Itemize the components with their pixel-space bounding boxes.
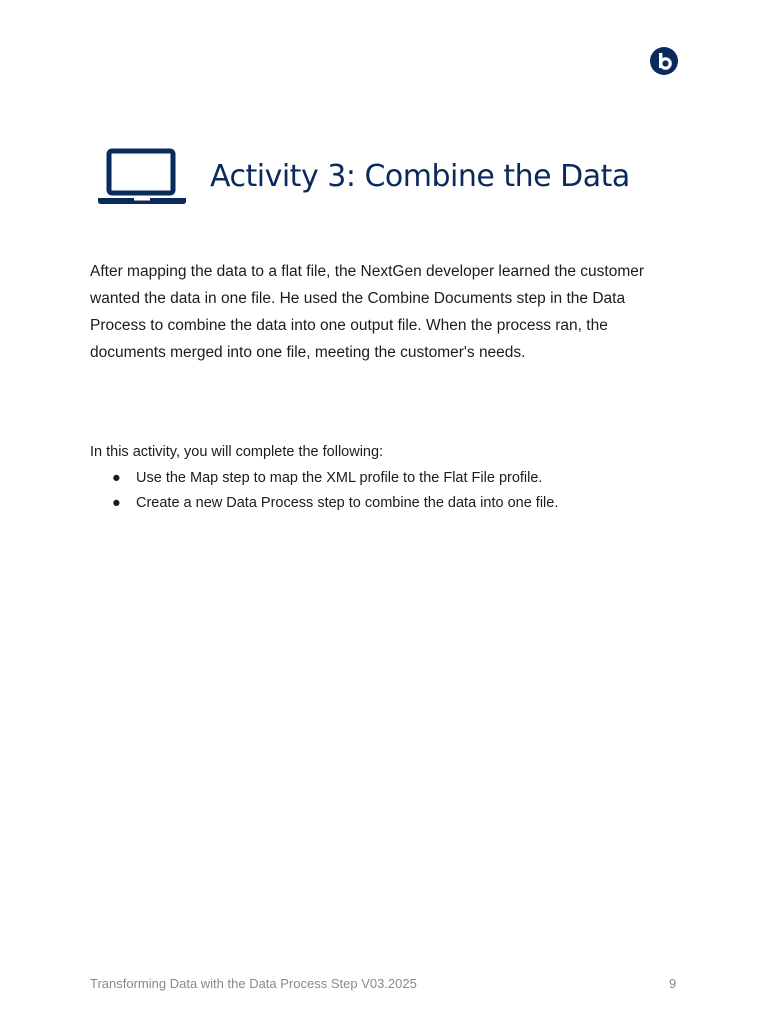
activity-lead-text: In this activity, you will complete the following: <box>90 444 384 460</box>
bullet-icon: ● <box>112 495 121 511</box>
activity-header <box>96 142 630 212</box>
laptop-icon <box>96 146 188 208</box>
page-number: 9 <box>669 976 677 991</box>
page-title: Activity 3: Combine the Data <box>210 159 630 195</box>
boomi-logo-icon <box>650 47 678 75</box>
footer-doc-title: Transforming Data with the Data Process Step V03.2025 <box>90 976 417 991</box>
list-item-text: Create a new Data Process step to combine the data into one file. <box>136 495 559 511</box>
bullet-icon: ● <box>112 470 121 486</box>
intro-paragraph: After mapping the data to a flat file, the NextGen developer learned the customer wanted the data in one file. He used the Combine Documents step in the Data Process to combine the data into one output file. When the process ran, the documents merged into one file, meeting the customer's needs. <box>90 263 645 361</box>
list-item-text: Use the Map step to map the XML profile to the Flat File profile. <box>136 470 543 486</box>
list-item <box>112 466 558 491</box>
list-item <box>112 491 558 516</box>
activity-task-list <box>112 466 558 516</box>
